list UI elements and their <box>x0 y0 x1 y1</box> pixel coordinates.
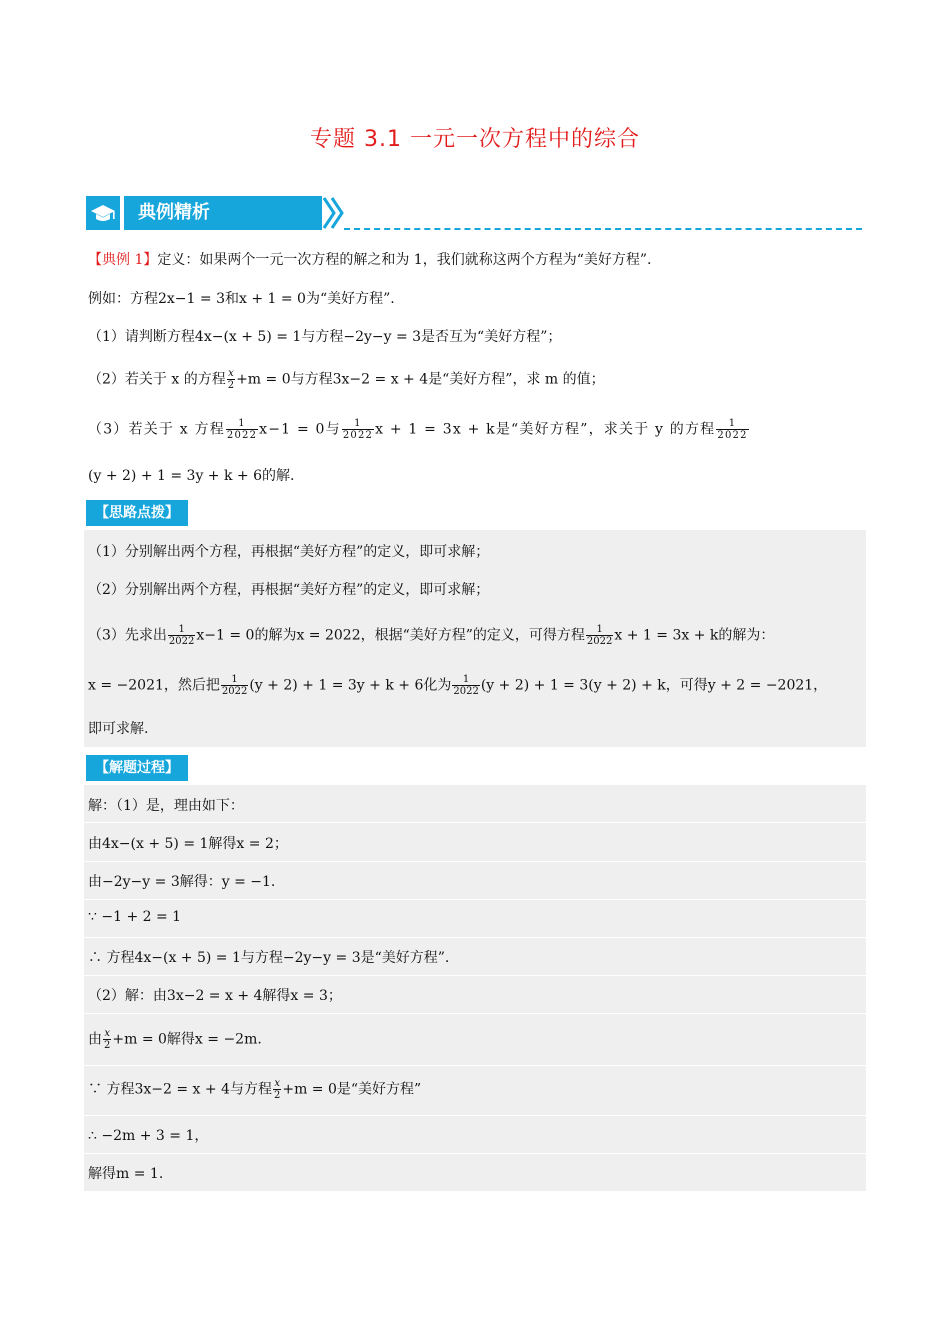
solution-line: ∴ −2m + 3 = 1， <box>88 1128 209 1144</box>
question-1: （1）请判断方程4x−(x + 5) = 1与方程−2y−y = 3是否互为“美好方程”； <box>88 329 562 345</box>
solution-line: 由 $\frac{x}{2}$ +m = 0解得x = −2m. <box>88 1028 262 1051</box>
question-2: （2）若关于 x 的方程 $\frac{x}{2}$ +m = 0与方程3x−2 = x + 4是“美好方程”，求 m 的值； <box>88 368 605 391</box>
hint-line: 即可求解. <box>88 721 149 737</box>
solution-line: ∴ 方程4x−(x + 5) = 1与方程−2y−y = 3是“美好方程”. <box>88 950 450 966</box>
row-divider <box>84 937 866 938</box>
example-definition: 【典例 1】定义：如果两个一元一次方程的解之和为 1，我们就称这两个方程为“美好方程”. <box>88 252 652 268</box>
row-divider <box>84 1065 866 1066</box>
example-line: 例如：方程2x−1 = 3和x + 1 = 0为“美好方程”. <box>88 291 395 307</box>
fraction: $\frac{x}{2}$ <box>227 368 235 391</box>
chevron-right-icon <box>322 196 346 230</box>
solution-line: 由4x−(x + 5) = 1解得x = 2； <box>88 836 288 852</box>
section-title: 典例精析 <box>124 196 322 230</box>
graduation-cap-icon <box>86 196 120 230</box>
fraction: $\frac{1}{2022}$ <box>717 418 748 441</box>
solution-line: （2）解：由3x−2 = x + 4解得x = 3； <box>88 988 342 1004</box>
page-title: 专题 3.1 一元一次方程中的综合 <box>310 127 640 152</box>
solution-line: ∵ −1 + 2 = 1 <box>88 909 182 925</box>
example-tag: 【典例 1】 <box>88 252 158 268</box>
fraction: $\frac{1}{2022}$ <box>221 674 248 697</box>
fraction: $\frac{1}{2022}$ <box>342 418 374 441</box>
row-divider <box>84 1013 866 1014</box>
fraction: $\frac{1}{2022}$ <box>168 624 195 647</box>
fraction: $\frac{x}{2}$ <box>104 1028 111 1051</box>
row-divider <box>84 861 866 862</box>
row-divider <box>84 975 866 976</box>
fraction: $\frac{x}{2}$ <box>273 1078 281 1101</box>
hint-line: x = −2021，然后把 $\frac{1}{2022}$ (y + 2) + 1 = 3y + k + 6化为 $\frac{1}{2022}$ (y + 2) + 1 = 3(y + 2) + k，可得y + 2 = −2021， <box>88 674 828 697</box>
row-divider <box>84 899 866 900</box>
row-divider <box>84 1115 866 1116</box>
solution-line: 由−2y−y = 3解得：y = −1. <box>88 874 276 890</box>
solution-line: 解得m = 1. <box>88 1166 164 1182</box>
fraction: $\frac{1}{2022}$ <box>226 418 258 441</box>
solution-tag: 【解题过程】 <box>86 755 188 781</box>
divider <box>344 228 862 230</box>
question-3-cont: (y + 2) + 1 = 3y + k + 6的解. <box>88 468 295 484</box>
solution-line: 解：（1）是，理由如下： <box>88 798 244 814</box>
row-divider <box>84 1153 866 1154</box>
question-3: （3）若关于 x 方程 $\frac{1}{2022}$ x−1 = 0与 $\frac{1}{2022}$ x + 1 = 3x + k是“美好方程”，求关于 y 的方程 $\frac{1}{2022}$ <box>88 418 748 441</box>
fraction: $\frac{1}{2022}$ <box>453 674 479 697</box>
section-header <box>86 196 862 236</box>
hint-line: （1）分别解出两个方程，再根据“美好方程”的定义，即可求解； <box>88 544 490 560</box>
hint-line: （2）分别解出两个方程，再根据“美好方程”的定义，即可求解； <box>88 582 490 598</box>
solution-line: ∵ 方程3x−2 = x + 4与方程 $\frac{x}{2}$ +m = 0是“美好方程” <box>88 1078 422 1101</box>
hint-tag: 【思路点拨】 <box>86 500 188 526</box>
fraction: $\frac{1}{2022}$ <box>586 624 613 647</box>
row-divider <box>84 822 866 823</box>
hint-line: （3）先求出 $\frac{1}{2022}$ x−1 = 0的解为x = 2022，根据“美好方程”的定义，可得方程 $\frac{1}{2022}$ x + 1 = 3x + k的解为： <box>88 624 775 647</box>
